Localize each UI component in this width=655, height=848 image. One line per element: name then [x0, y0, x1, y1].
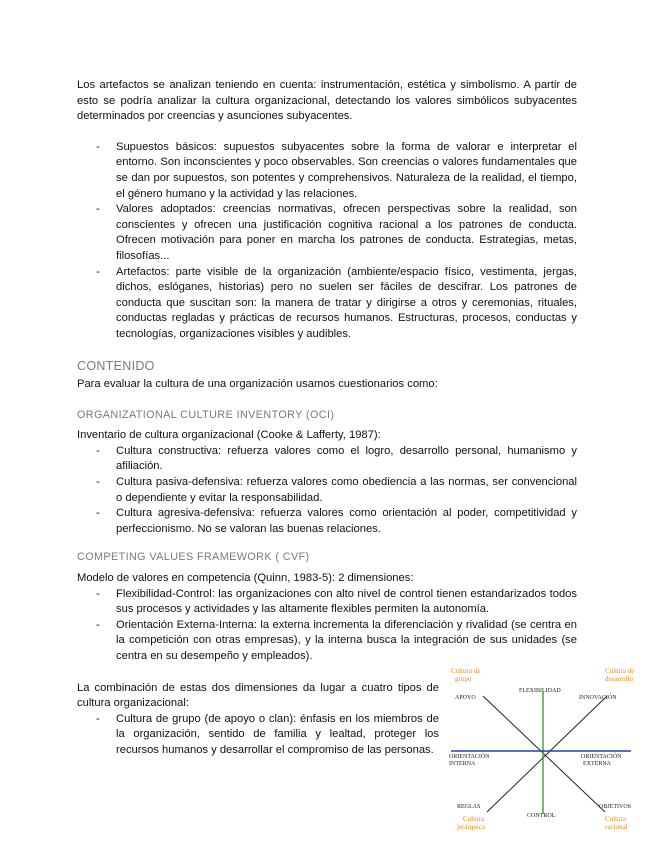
- corner-label: Cultura de: [451, 667, 481, 675]
- list-item: - Valores adoptados: creencias normativas, ofrecen perspectivas sobre la realidad, son conscientes y ofrecen una justificación cognitiva racional a los patrones de conducta. Ofrecen motivación para poner en marcha los patrones de conducta. Estrategias, metas, filosofías...: [77, 202, 577, 264]
- axis-label-left: INTERNA: [449, 761, 476, 767]
- contenido-heading: CONTENIDO: [77, 358, 155, 373]
- contenido-text: Para evaluar la cultura de una organización usamos cuestionarios como:: [77, 378, 438, 391]
- axis-label-right: ORIENTACIÓN: [581, 754, 622, 760]
- competing-values-diagram: [445, 664, 645, 840]
- quadrant-label: APOYO: [455, 695, 476, 701]
- corner-label: Cultura de: [605, 667, 635, 675]
- quadrant-label: OBJETIVOS: [599, 804, 632, 810]
- combination-list: [77, 712, 439, 759]
- cvf-heading: COMPETING VALUES FRAMEWORK ( CVF): [77, 551, 310, 564]
- corner-label: Cultura: [605, 815, 626, 823]
- axis-label-bottom: CONTROL: [527, 813, 556, 819]
- corner-label: desarrollo: [605, 675, 633, 683]
- corner-label: grupo: [455, 675, 472, 683]
- oci-text: Inventario de cultura organizacional (Cooke & Lafferty, 1987):: [77, 429, 381, 442]
- combination-text: La combinación de estas dos dimensiones da lugar a cuatro tipos de cultura organizacional:: [77, 681, 439, 710]
- list-item: - Supuestos básicos: supuestos subyacentes sobre la forma de valorar e interpretar el entorno. Son inconscientes y poco observables. Son creencias o valores fundamentales que se dan por supuestos, son potentes y comprehensivos. Naturaleza de la realidad, el tiempo, el género humano y la actividad y las relaciones.: [77, 140, 577, 202]
- axis-label-right: EXTERNA: [583, 761, 611, 767]
- list-item: - Cultura agresiva-defensiva: refuerza valores como orientación al poder, competitividad y perfeccionismo. No se valoran las buenas relaciones.: [77, 506, 577, 537]
- levels-list: [77, 140, 577, 343]
- axis-label-top: FLEXIBILIDAD: [519, 688, 561, 694]
- list-item: - Flexibilidad-Control: las organizaciones con alto nivel de control tienen estandarizados todos sus procesos y actividades y las altamente flexibles permiten la autonomía.: [77, 587, 577, 618]
- axis-label-left: ORIENTACIÓN: [449, 754, 490, 760]
- corner-label: Cultura: [463, 815, 484, 823]
- quadrant-label: REGLAS: [457, 804, 481, 810]
- cvf-list: [77, 587, 577, 665]
- combination-block: [77, 681, 439, 759]
- list-item: - Cultura constructiva: refuerza valores como el logro, desarrollo personal, humanismo y afiliación.: [77, 444, 577, 475]
- corner-label: racional: [605, 823, 628, 831]
- list-item: - Cultura pasiva-defensiva: refuerza valores como obediencia a las normas, ser convencional o dependiente y evitar la responsabilidad.: [77, 475, 577, 506]
- corner-label: jerárquica: [457, 823, 485, 831]
- quadrant-label: INNOVACIÓN: [579, 695, 617, 701]
- list-item: - Cultura de grupo (de apoyo o clan): énfasis en los miembros de la organización, sentido de familia y lealtad, proteger los recursos humanos y desarrollar el compromiso de las personas.: [77, 712, 439, 759]
- oci-list: [77, 444, 577, 538]
- list-item: - Orientación Externa-Interna: la externa incrementa la diferenciación y rivalidad (se centra en la competición con otras empresas), y la interna busca la integración de sus unidades (se centra en su desempeño y empleados).: [77, 618, 577, 665]
- document-page: [77, 78, 577, 759]
- oci-heading: ORGANIZATIONAL CULTURE INVENTORY (OCI): [77, 408, 335, 421]
- intro-paragraph: Los artefactos se analizan teniendo en cuenta: instrumentación, estética y simbolismo. A partir de esto se podría analizar la cultura organizacional, detectando los valores simbólicos subyacentes determinados por creencias y asunciones subyacentes.: [77, 79, 577, 123]
- list-item: - Artefactos: parte visible de la organización (ambiente/espacio físico, vestimenta, jergas, dichos, eslóganes, historias) pero no suelen ser fáciles de descifrar. Los patrones de conducta que suscitan son: la manera de tratar y dirigirse a otros y ceremonias, rituales, conductas regladas y prácticas de recursos humanos. Estructuras, procesos, conductas y tecnologías, organizaciones visibles y audibles.: [77, 265, 577, 343]
- cvf-text: Modelo de valores en competencia (Quinn, 1983-5): 2 dimensiones:: [77, 572, 414, 585]
